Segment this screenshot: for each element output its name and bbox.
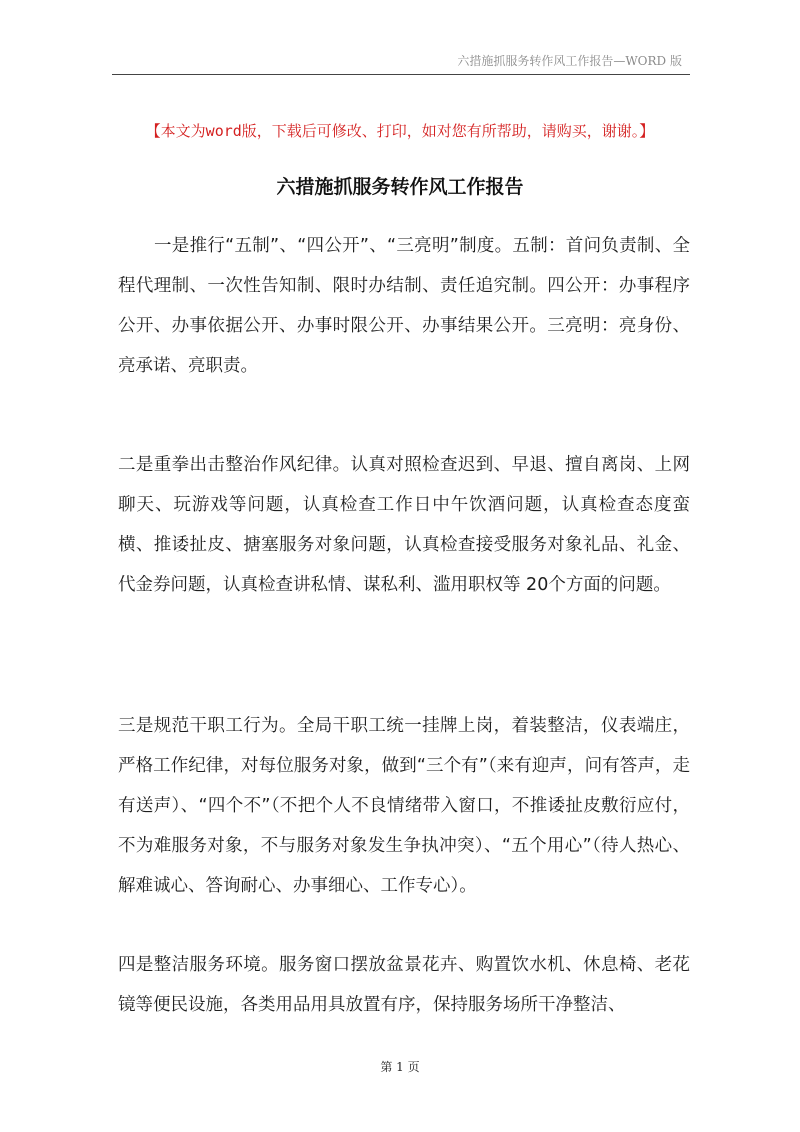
document-title: 六措施抓服务转作风工作报告 (276, 176, 524, 198)
paragraph-1: 一是推行“五制”、“四公开”、“三亮明”制度。五制：首问负责制、全程代理制、一次性告知制、限时办结制、责任追究制。四公开：办事程序公开、办事依据公开、办事时限公开、办事结果公开。三亮明：亮身份、亮承诺、亮职责。 (118, 236, 690, 376)
paragraph-2: 二是重拳出击整治作风纪律。认真对照检查迟到、早退、擅自离岗、上网聊天、玩游戏等问题，认真检查工作日中午饮酒问题，认真检查态度蛮横、推诿扯皮、搪塞服务对象问题，认真检查接受服务对象礼品、礼金、代金券问题，认真检查讲私情、谋私利、滥用职权等 20个方面的问题。 (118, 455, 690, 595)
running-header: 六措施抓服务转作风工作报告—WORD 版 (457, 54, 682, 68)
paragraph-3: 三是规范干职工行为。全局干职工统一挂牌上岗，着装整洁，仪表端庄，严格工作纪律，对每位服务对象，做到“三个有”（来有迎声，问有答声，走有送声）、“四个不”（不把个人不良情绪带入窗口，不推诿扯皮敷衍应付，不为难服务对象，不与服务对象发生争执冲突）、“五个用心”（待人热心、解难诚心、答询耐心、办事细心、工作专心）。 (118, 716, 690, 896)
paragraph-4: 四是整洁服务环境。服务窗口摆放盆景花卉、购置饮水机、休息椅、老花镜等便民设施，各类用品用具放置有序，保持服务场所干净整洁、 (118, 955, 690, 1015)
header-divider (112, 74, 690, 75)
purchase-notice: 【本文为word版，下载后可修改、打印，如对您有所帮助，请购买，谢谢。】 (145, 122, 655, 140)
page-number: 第 1 页 (380, 1060, 420, 1074)
